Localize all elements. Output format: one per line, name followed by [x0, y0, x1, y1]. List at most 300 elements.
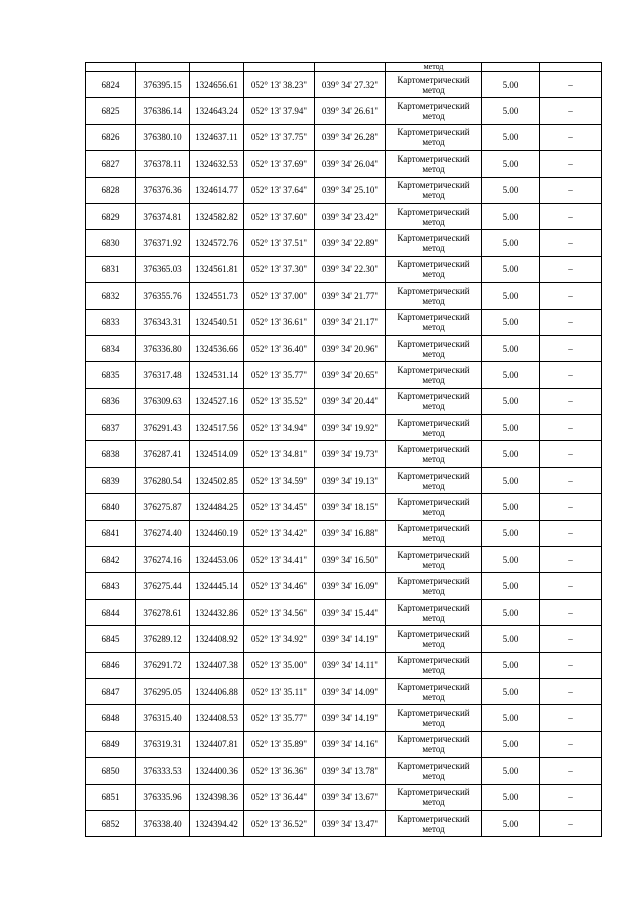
note-cell: – — [540, 283, 602, 309]
longitude-cell: 039° 34' 20.65" — [315, 362, 386, 388]
latitude-cell: 052° 13' 35.77" — [244, 362, 315, 388]
method-cell — [386, 441, 482, 467]
method-line-1: Картометрический — [397, 312, 470, 323]
method-line-1: Картометрический — [397, 734, 470, 745]
coord-y-cell: 1324643.24 — [190, 98, 244, 124]
point-number-cell: 6845 — [86, 626, 136, 652]
point-number-cell: 6830 — [86, 230, 136, 256]
precision-cell: 5.00 — [482, 256, 540, 282]
latitude-cell: 052° 13' 35.11" — [244, 678, 315, 704]
longitude-cell: 039° 34' 16.50" — [315, 547, 386, 573]
precision-cell: 5.00 — [482, 652, 540, 678]
coord-y-cell: 1324614.77 — [190, 177, 244, 203]
coord-x-cell: 376274.16 — [136, 547, 190, 573]
coord-y-cell: 1324632.53 — [190, 151, 244, 177]
note-cell: – — [540, 72, 602, 98]
precision-cell: 5.00 — [482, 362, 540, 388]
table-row — [86, 335, 602, 361]
precision-cell: 5.00 — [482, 678, 540, 704]
table-row — [86, 388, 602, 414]
coord-x-cell: 376335.96 — [136, 784, 190, 810]
table-row — [86, 810, 602, 836]
coord-x-cell: 376278.61 — [136, 599, 190, 625]
coord-y-cell: 1324531.14 — [190, 362, 244, 388]
method-line-2: метод — [422, 638, 445, 649]
method-cell — [386, 573, 482, 599]
latitude-cell: 052° 13' 37.30" — [244, 256, 315, 282]
coord-y-cell: 1324394.42 — [190, 810, 244, 836]
method-line-1: Картометрический — [397, 364, 470, 375]
method-line-2: метод — [422, 744, 445, 755]
longitude-cell: 039° 34' 20.44" — [315, 388, 386, 414]
longitude-cell: 039° 34' 23.42" — [315, 203, 386, 229]
longitude-cell: 039° 34' 22.89" — [315, 230, 386, 256]
precision-cell: 5.00 — [482, 203, 540, 229]
method-line-2: метод — [422, 111, 445, 122]
longitude-cell: 039° 34' 19.92" — [315, 415, 386, 441]
longitude-cell: 039° 34' 13.67" — [315, 784, 386, 810]
longitude-cell: 039° 34' 26.04" — [315, 151, 386, 177]
note-cell: – — [540, 810, 602, 836]
table-row — [86, 177, 602, 203]
method-line-2: метод — [422, 295, 445, 306]
point-number-cell: 6838 — [86, 441, 136, 467]
point-number-cell: 6839 — [86, 467, 136, 493]
latitude-cell: 052° 13' 34.59" — [244, 467, 315, 493]
table-row — [86, 520, 602, 546]
method-cell — [386, 203, 482, 229]
coord-y-cell: 1324656.61 — [190, 72, 244, 98]
longitude-cell: 039° 34' 16.09" — [315, 573, 386, 599]
table-cell — [244, 63, 315, 72]
note-cell: – — [540, 573, 602, 599]
precision-cell: 5.00 — [482, 230, 540, 256]
precision-cell: 5.00 — [482, 441, 540, 467]
note-cell: – — [540, 652, 602, 678]
note-cell: – — [540, 494, 602, 520]
coord-x-cell: 376333.53 — [136, 758, 190, 784]
point-number-cell: 6828 — [86, 177, 136, 203]
longitude-cell: 039° 34' 14.16" — [315, 731, 386, 757]
method-cell — [386, 415, 482, 441]
note-cell: – — [540, 626, 602, 652]
method-line-1: Картометрический — [397, 602, 470, 613]
method-line-2: метод — [422, 243, 445, 254]
precision-cell: 5.00 — [482, 98, 540, 124]
latitude-cell: 052° 13' 34.94" — [244, 415, 315, 441]
method-line-2: метод — [422, 84, 445, 95]
point-number-cell: 6848 — [86, 705, 136, 731]
coord-y-cell: 1324540.51 — [190, 309, 244, 335]
coord-x-cell: 376291.72 — [136, 652, 190, 678]
latitude-cell: 052° 13' 37.60" — [244, 203, 315, 229]
coord-x-cell: 376336.80 — [136, 335, 190, 361]
method-cell — [386, 494, 482, 520]
point-number-cell: 6832 — [86, 283, 136, 309]
latitude-cell: 052° 13' 37.94" — [244, 98, 315, 124]
precision-cell: 5.00 — [482, 335, 540, 361]
coord-y-cell: 1324527.16 — [190, 388, 244, 414]
method-line-2: метод — [422, 137, 445, 148]
continued-row — [86, 63, 602, 72]
method-line-2: метод — [422, 190, 445, 201]
table-row — [86, 124, 602, 150]
method-cell — [386, 230, 482, 256]
latitude-cell: 052° 13' 36.52" — [244, 810, 315, 836]
coord-y-cell: 1324502.85 — [190, 467, 244, 493]
method-line-1: Картометрический — [397, 444, 470, 455]
table-row — [86, 494, 602, 520]
coord-y-cell: 1324551.73 — [190, 283, 244, 309]
method-line-1: Картометрический — [397, 417, 470, 428]
coord-y-cell: 1324572.76 — [190, 230, 244, 256]
coord-y-cell: 1324407.38 — [190, 652, 244, 678]
coord-x-cell: 376371.92 — [136, 230, 190, 256]
method-line-1: Картометрический — [397, 787, 470, 798]
method-line-2: метод — [422, 216, 445, 227]
table-row — [86, 784, 602, 810]
latitude-cell: 052° 13' 36.44" — [244, 784, 315, 810]
note-cell: – — [540, 256, 602, 282]
method-cell-tail: метод — [386, 63, 482, 72]
method-line-1: Картометрический — [397, 549, 470, 560]
method-line-2: метод — [422, 770, 445, 781]
precision-cell: 5.00 — [482, 573, 540, 599]
method-cell — [386, 810, 482, 836]
latitude-cell: 052° 13' 34.56" — [244, 599, 315, 625]
coord-y-cell: 1324445.14 — [190, 573, 244, 599]
table-row — [86, 599, 602, 625]
coord-x-cell: 376309.63 — [136, 388, 190, 414]
point-number-cell: 6843 — [86, 573, 136, 599]
method-cell — [386, 256, 482, 282]
point-number-cell: 6846 — [86, 652, 136, 678]
point-number-cell: 6824 — [86, 72, 136, 98]
method-cell — [386, 151, 482, 177]
table-row — [86, 758, 602, 784]
coord-x-cell: 376376.36 — [136, 177, 190, 203]
coord-y-cell: 1324484.25 — [190, 494, 244, 520]
table-row — [86, 547, 602, 573]
method-cell — [386, 678, 482, 704]
latitude-cell: 052° 13' 37.51" — [244, 230, 315, 256]
note-cell: – — [540, 362, 602, 388]
note-cell: – — [540, 230, 602, 256]
point-number-cell: 6841 — [86, 520, 136, 546]
note-cell: – — [540, 388, 602, 414]
table-row — [86, 573, 602, 599]
method-line-2: метод — [422, 559, 445, 570]
method-line-1: Картометрический — [397, 576, 470, 587]
note-cell: – — [540, 309, 602, 335]
precision-cell: 5.00 — [482, 731, 540, 757]
longitude-cell: 039° 34' 18.15" — [315, 494, 386, 520]
precision-cell: 5.00 — [482, 415, 540, 441]
method-line-2: метод — [422, 427, 445, 438]
method-line-1: Картометрический — [397, 153, 470, 164]
method-line-2: метод — [422, 269, 445, 280]
precision-cell: 5.00 — [482, 283, 540, 309]
longitude-cell: 039° 34' 22.30" — [315, 256, 386, 282]
coord-y-cell: 1324514.09 — [190, 441, 244, 467]
method-cell — [386, 731, 482, 757]
note-cell: – — [540, 547, 602, 573]
method-line-1: Картометрический — [397, 628, 470, 639]
longitude-cell: 039° 34' 14.09" — [315, 678, 386, 704]
method-line-1: Картометрический — [397, 259, 470, 270]
table-row — [86, 72, 602, 98]
coord-x-cell: 376395.15 — [136, 72, 190, 98]
method-line-1: Картометрический — [397, 523, 470, 534]
point-number-cell: 6844 — [86, 599, 136, 625]
point-number-cell: 6833 — [86, 309, 136, 335]
coord-x-cell: 376317.48 — [136, 362, 190, 388]
coord-x-cell: 376275.87 — [136, 494, 190, 520]
method-cell — [386, 177, 482, 203]
latitude-cell: 052° 13' 36.61" — [244, 309, 315, 335]
precision-cell: 5.00 — [482, 124, 540, 150]
method-line-1: Картометрический — [397, 206, 470, 217]
latitude-cell: 052° 13' 35.00" — [244, 652, 315, 678]
coord-y-cell: 1324460.19 — [190, 520, 244, 546]
coord-y-cell: 1324432.86 — [190, 599, 244, 625]
precision-cell: 5.00 — [482, 520, 540, 546]
coord-x-cell: 376338.40 — [136, 810, 190, 836]
method-line-2: метод — [422, 454, 445, 465]
method-line-1: Картометрический — [397, 101, 470, 112]
note-cell: – — [540, 335, 602, 361]
longitude-cell: 039° 34' 26.61" — [315, 98, 386, 124]
precision-cell: 5.00 — [482, 705, 540, 731]
table-row — [86, 678, 602, 704]
method-line-1: Картометрический — [397, 74, 470, 85]
latitude-cell: 052° 13' 34.92" — [244, 626, 315, 652]
method-line-2: метод — [422, 823, 445, 834]
method-cell — [386, 98, 482, 124]
table-cell — [315, 63, 386, 72]
coord-y-cell: 1324561.81 — [190, 256, 244, 282]
method-line-1: Картометрический — [397, 655, 470, 666]
note-cell: – — [540, 705, 602, 731]
method-cell — [386, 758, 482, 784]
table-row — [86, 256, 602, 282]
method-cell — [386, 124, 482, 150]
precision-cell: 5.00 — [482, 467, 540, 493]
note-cell: – — [540, 151, 602, 177]
point-number-cell: 6831 — [86, 256, 136, 282]
method-line-1: Картометрический — [397, 708, 470, 719]
method-cell — [386, 652, 482, 678]
point-number-cell: 6850 — [86, 758, 136, 784]
method-cell — [386, 388, 482, 414]
longitude-cell: 039° 34' 21.17" — [315, 309, 386, 335]
method-cell — [386, 72, 482, 98]
coord-x-cell: 376289.12 — [136, 626, 190, 652]
coord-x-cell: 376319.31 — [136, 731, 190, 757]
latitude-cell: 052° 13' 36.36" — [244, 758, 315, 784]
latitude-cell: 052° 13' 34.46" — [244, 573, 315, 599]
method-line-1: Картометрический — [397, 681, 470, 692]
precision-cell: 5.00 — [482, 388, 540, 414]
point-number-cell: 6826 — [86, 124, 136, 150]
coord-x-cell: 376380.10 — [136, 124, 190, 150]
coord-y-cell: 1324536.66 — [190, 335, 244, 361]
method-line-1: Картометрический — [397, 760, 470, 771]
longitude-cell: 039° 34' 15.44" — [315, 599, 386, 625]
coord-y-cell: 1324408.92 — [190, 626, 244, 652]
coord-y-cell: 1324582.82 — [190, 203, 244, 229]
table-cell — [482, 63, 540, 72]
table-cell — [190, 63, 244, 72]
precision-cell: 5.00 — [482, 72, 540, 98]
coord-x-cell: 376275.44 — [136, 573, 190, 599]
method-line-2: метод — [422, 797, 445, 808]
method-line-2: метод — [422, 691, 445, 702]
coord-y-cell: 1324406.88 — [190, 678, 244, 704]
method-cell — [386, 362, 482, 388]
precision-cell: 5.00 — [482, 494, 540, 520]
method-line-2: метод — [422, 586, 445, 597]
method-line-2: метод — [422, 480, 445, 491]
note-cell: – — [540, 599, 602, 625]
point-number-cell: 6829 — [86, 203, 136, 229]
method-line-1: Картометрический — [397, 813, 470, 824]
method-cell — [386, 784, 482, 810]
point-number-cell: 6849 — [86, 731, 136, 757]
coord-y-cell: 1324637.11 — [190, 124, 244, 150]
method-line-2: метод — [422, 401, 445, 412]
coord-x-cell: 376365.03 — [136, 256, 190, 282]
precision-cell: 5.00 — [482, 309, 540, 335]
coord-x-cell: 376343.31 — [136, 309, 190, 335]
point-number-cell: 6840 — [86, 494, 136, 520]
table-row — [86, 230, 602, 256]
method-line-1: Картометрический — [397, 391, 470, 402]
point-number-cell: 6836 — [86, 388, 136, 414]
point-number-cell: 6842 — [86, 547, 136, 573]
coord-x-cell: 376378.11 — [136, 151, 190, 177]
point-number-cell: 6825 — [86, 98, 136, 124]
table-row — [86, 98, 602, 124]
method-line-2: метод — [422, 718, 445, 729]
method-cell — [386, 547, 482, 573]
longitude-cell: 039° 34' 16.88" — [315, 520, 386, 546]
coord-y-cell: 1324407.81 — [190, 731, 244, 757]
latitude-cell: 052° 13' 34.81" — [244, 441, 315, 467]
latitude-cell: 052° 13' 37.69" — [244, 151, 315, 177]
precision-cell: 5.00 — [482, 547, 540, 573]
latitude-cell: 052° 13' 34.42" — [244, 520, 315, 546]
coord-y-cell: 1324408.53 — [190, 705, 244, 731]
latitude-cell: 052° 13' 34.45" — [244, 494, 315, 520]
longitude-cell: 039° 34' 19.73" — [315, 441, 386, 467]
point-number-cell: 6851 — [86, 784, 136, 810]
point-number-cell: 6835 — [86, 362, 136, 388]
longitude-cell: 039° 34' 14.19" — [315, 705, 386, 731]
method-cell — [386, 705, 482, 731]
latitude-cell: 052° 13' 36.40" — [244, 335, 315, 361]
precision-cell: 5.00 — [482, 758, 540, 784]
precision-cell: 5.00 — [482, 177, 540, 203]
note-cell: – — [540, 467, 602, 493]
note-cell: – — [540, 758, 602, 784]
latitude-cell: 052° 13' 35.89" — [244, 731, 315, 757]
longitude-cell: 039° 34' 26.28" — [315, 124, 386, 150]
method-line-2: метод — [422, 348, 445, 359]
table-cell — [86, 63, 136, 72]
longitude-cell: 039° 34' 13.78" — [315, 758, 386, 784]
table-cell — [136, 63, 190, 72]
table-row — [86, 151, 602, 177]
method-cell — [386, 335, 482, 361]
coordinates-table — [85, 62, 602, 837]
coord-x-cell: 376291.43 — [136, 415, 190, 441]
latitude-cell: 052° 13' 38.23" — [244, 72, 315, 98]
note-cell: – — [540, 203, 602, 229]
table-row — [86, 362, 602, 388]
method-line-1: Картометрический — [397, 496, 470, 507]
note-cell: – — [540, 731, 602, 757]
precision-cell: 5.00 — [482, 599, 540, 625]
method-cell — [386, 283, 482, 309]
longitude-cell: 039° 34' 27.32" — [315, 72, 386, 98]
coord-x-cell: 376386.14 — [136, 98, 190, 124]
coord-x-cell: 376280.54 — [136, 467, 190, 493]
note-cell: – — [540, 415, 602, 441]
method-line-1: Картометрический — [397, 285, 470, 296]
longitude-cell: 039° 34' 21.77" — [315, 283, 386, 309]
table-row — [86, 705, 602, 731]
method-cell — [386, 599, 482, 625]
method-line-1: Картометрический — [397, 338, 470, 349]
table-row — [86, 652, 602, 678]
note-cell: – — [540, 98, 602, 124]
table-row — [86, 626, 602, 652]
latitude-cell: 052° 13' 35.52" — [244, 388, 315, 414]
coord-x-cell: 376355.76 — [136, 283, 190, 309]
coord-x-cell: 376295.05 — [136, 678, 190, 704]
method-line-1: Картометрический — [397, 127, 470, 138]
coord-x-cell: 376274.40 — [136, 520, 190, 546]
table-row — [86, 731, 602, 757]
coord-x-cell: 376315.40 — [136, 705, 190, 731]
table-row — [86, 441, 602, 467]
longitude-cell: 039° 34' 14.11" — [315, 652, 386, 678]
coord-x-cell: 376287.41 — [136, 441, 190, 467]
note-cell: – — [540, 678, 602, 704]
method-line-2: метод — [422, 322, 445, 333]
latitude-cell: 052° 13' 35.77" — [244, 705, 315, 731]
table-cell — [540, 63, 602, 72]
coord-y-cell: 1324398.36 — [190, 784, 244, 810]
method-cell — [386, 309, 482, 335]
method-cell — [386, 467, 482, 493]
precision-cell: 5.00 — [482, 784, 540, 810]
latitude-cell: 052° 13' 37.00" — [244, 283, 315, 309]
table-row — [86, 203, 602, 229]
method-line-2: метод — [422, 612, 445, 623]
note-cell: – — [540, 784, 602, 810]
method-line-2: метод — [422, 533, 445, 544]
coord-y-cell: 1324400.36 — [190, 758, 244, 784]
note-cell: – — [540, 520, 602, 546]
latitude-cell: 052° 13' 37.75" — [244, 124, 315, 150]
longitude-cell: 039° 34' 14.19" — [315, 626, 386, 652]
longitude-cell: 039° 34' 19.13" — [315, 467, 386, 493]
precision-cell: 5.00 — [482, 810, 540, 836]
longitude-cell: 039° 34' 25.10" — [315, 177, 386, 203]
coord-x-cell: 376374.81 — [136, 203, 190, 229]
